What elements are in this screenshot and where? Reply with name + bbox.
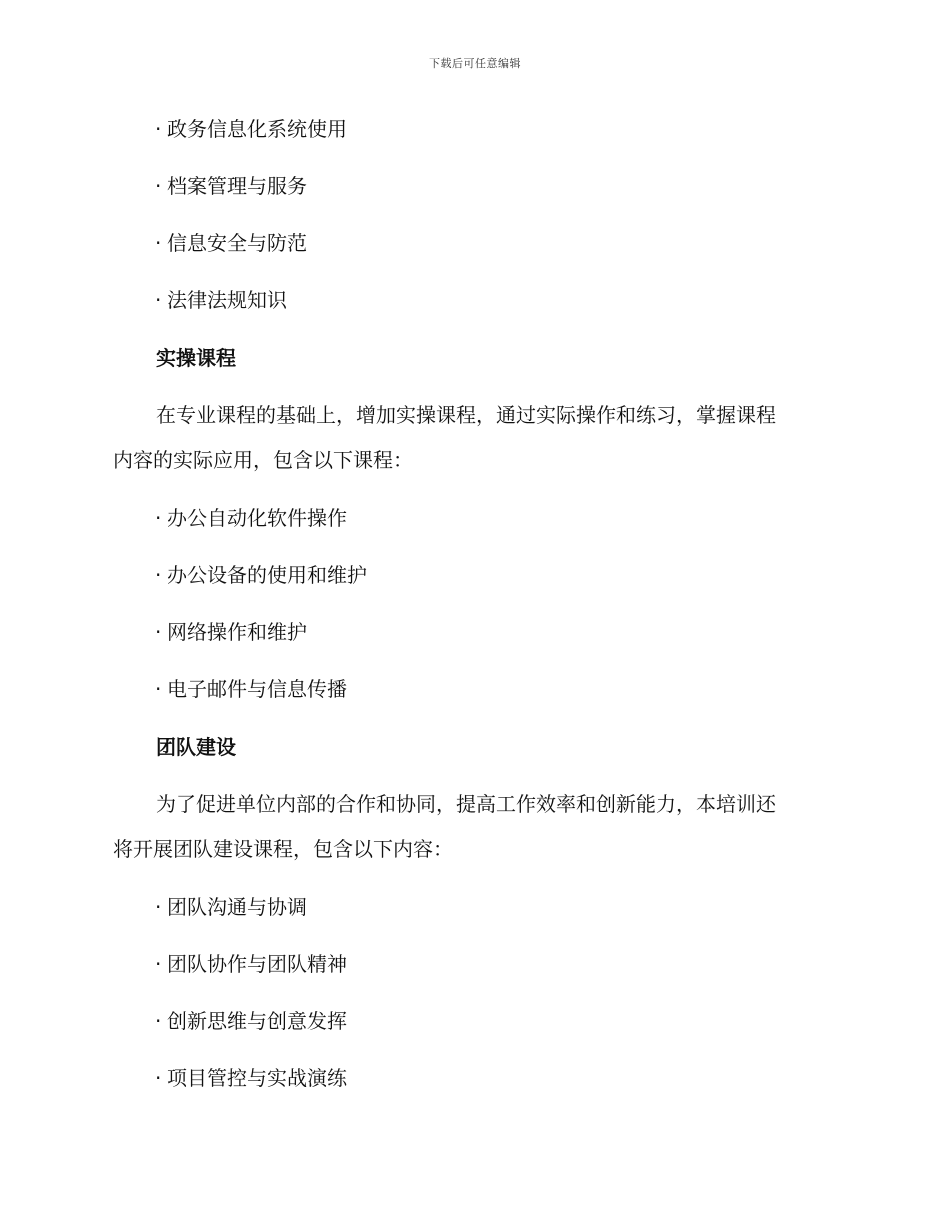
list-item (0, 1009, 950, 1033)
list-item (0, 506, 950, 530)
paragraph-line: 为了促进单位内部的合作和协同，提高工作效率和创新能力，本培训还 (156, 792, 776, 816)
list-item (0, 895, 950, 919)
bullet-icon: · (155, 231, 162, 255)
list-item-text: 办公自动化软件操作 (167, 506, 347, 530)
list-item-text: 网络操作和维护 (167, 620, 307, 644)
bullet-icon: · (155, 1009, 162, 1033)
list-item-text: 档案管理与服务 (167, 174, 307, 198)
paragraph-line: 内容的实际应用，包含以下课程： (113, 448, 413, 472)
list-item (0, 117, 950, 141)
list-item-text: 信息安全与防范 (167, 231, 307, 255)
paragraph-line: 在专业课程的基础上，增加实操课程，通过实际操作和练习，掌握课程 (156, 403, 776, 427)
bullet-icon: · (155, 677, 162, 701)
paragraph-team (113, 792, 843, 882)
bullet-icon: · (155, 952, 162, 976)
list-item-text: 电子邮件与信息传播 (167, 677, 347, 701)
paragraph-practice (113, 403, 843, 493)
bullet-icon: · (155, 895, 162, 919)
section-heading-team: 团队建设 (156, 735, 236, 759)
list-item-text: 团队沟通与协调 (167, 895, 307, 919)
header-note: 下载后可任意编辑 (429, 57, 521, 70)
section-heading-practice: 实操课程 (156, 346, 236, 370)
bullet-icon: · (155, 117, 162, 141)
list-item-text: 团队协作与团队精神 (167, 952, 347, 976)
list-item (0, 952, 950, 976)
list-item (0, 231, 950, 255)
list-item-text: 项目管控与实战演练 (167, 1066, 347, 1090)
list-item-text: 法律法规知识 (167, 288, 287, 312)
list-item (0, 677, 950, 701)
list-item-text: 办公设备的使用和维护 (167, 563, 367, 587)
list-item (0, 288, 950, 312)
bullet-icon: · (155, 1066, 162, 1090)
bullet-icon: · (155, 563, 162, 587)
bullet-icon: · (155, 288, 162, 312)
list-item (0, 1066, 950, 1090)
list-item-text: 政务信息化系统使用 (167, 117, 347, 141)
bullet-icon: · (155, 174, 162, 198)
list-item (0, 563, 950, 587)
paragraph-line: 将开展团队建设课程，包含以下内容： (113, 837, 453, 861)
list-item (0, 620, 950, 644)
list-item (0, 174, 950, 198)
bullet-icon: · (155, 620, 162, 644)
list-item-text: 创新思维与创意发挥 (167, 1009, 347, 1033)
bullet-icon: · (155, 506, 162, 530)
